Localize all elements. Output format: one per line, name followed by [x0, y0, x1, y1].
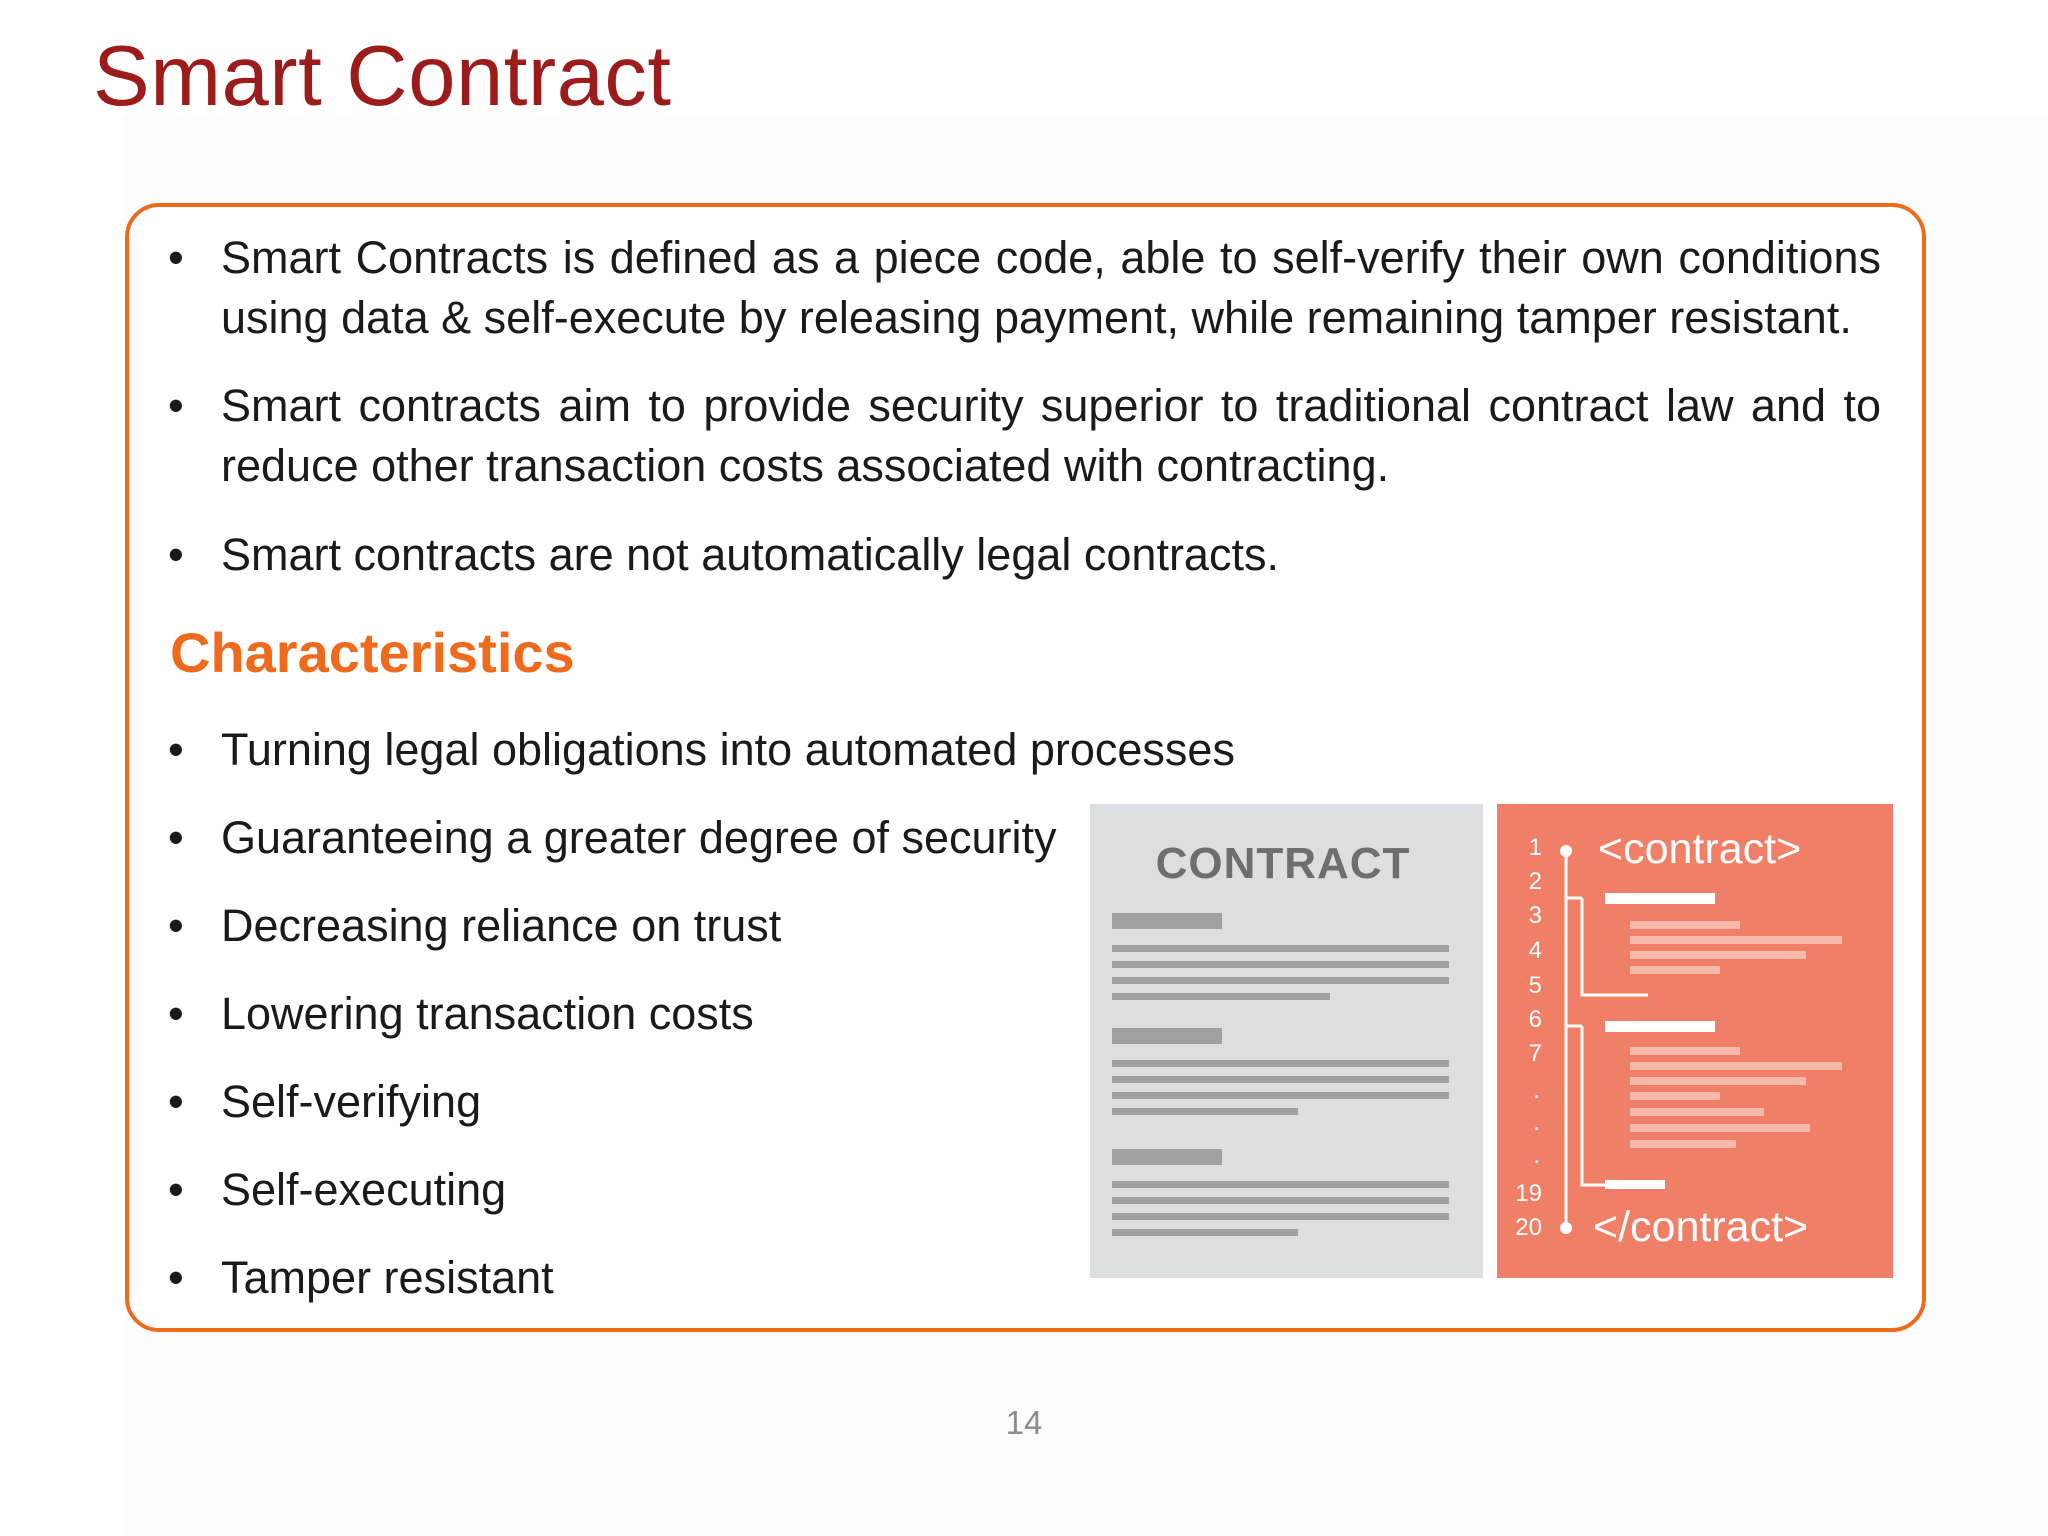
svg-text:19: 19 [1515, 1180, 1542, 1207]
bullet-dot: • [168, 232, 184, 283]
bullet-dot: • [168, 1076, 184, 1127]
svg-text:.: . [1533, 1077, 1540, 1104]
bullet-dot: • [168, 529, 184, 580]
svg-text:1: 1 [1528, 834, 1542, 861]
characteristic-text: Lowering transaction costs [221, 988, 754, 1039]
intro-bullet-text: Smart contracts are not automatically legal contracts. [221, 529, 1279, 580]
svg-text:.: . [1533, 1142, 1540, 1169]
contract-code-illustration [1090, 804, 1893, 1278]
page-number: 14 [1005, 1404, 1043, 1441]
bullet-dot: • [168, 724, 184, 775]
svg-text:5: 5 [1528, 972, 1542, 999]
intro-bullet-text: Smart Contracts is defined as a piece code, able to self-verify their own conditions using data & self-execute by releasing payment, while remaining tamper resistant. [221, 232, 1881, 343]
bullet-dot: • [168, 812, 184, 863]
svg-text:4: 4 [1528, 937, 1542, 964]
bullet-dot: • [168, 1164, 184, 1215]
bullet-dot: • [168, 380, 184, 431]
svg-text:6: 6 [1528, 1006, 1542, 1033]
characteristic-text: Decreasing reliance on trust [221, 900, 782, 951]
characteristic-text: Self-executing [221, 1164, 507, 1215]
svg-text:7: 7 [1528, 1040, 1542, 1067]
bullet-dot: • [168, 900, 184, 951]
intro-bullet-text: Smart contracts aim to provide security superior to traditional contract law and to reduce other transaction costs associated with contracting. [221, 380, 1881, 491]
bullet-dot: • [168, 1252, 184, 1303]
characteristic-text: Tamper resistant [221, 1252, 554, 1303]
svg-text:.: . [1533, 1109, 1540, 1136]
svg-text:2: 2 [1528, 868, 1542, 895]
slide-title: Smart Contract [93, 29, 672, 124]
characteristic-text: Self-verifying [221, 1076, 482, 1127]
svg-text:3: 3 [1528, 902, 1542, 929]
code-open-tag: <contract> [1598, 825, 1802, 873]
bullet-dot: • [168, 988, 184, 1039]
document-label: CONTRACT [1155, 839, 1411, 888]
characteristic-text: Guaranteeing a greater degree of security [221, 812, 1057, 863]
characteristic-text: Turning legal obligations into automated processes [221, 724, 1235, 775]
code-start-dot [1560, 845, 1572, 857]
svg-text:20: 20 [1515, 1214, 1542, 1241]
characteristics-heading: Characteristics [170, 621, 575, 684]
code-end-dot [1560, 1222, 1572, 1234]
code-close-tag: </contract> [1593, 1203, 1809, 1251]
